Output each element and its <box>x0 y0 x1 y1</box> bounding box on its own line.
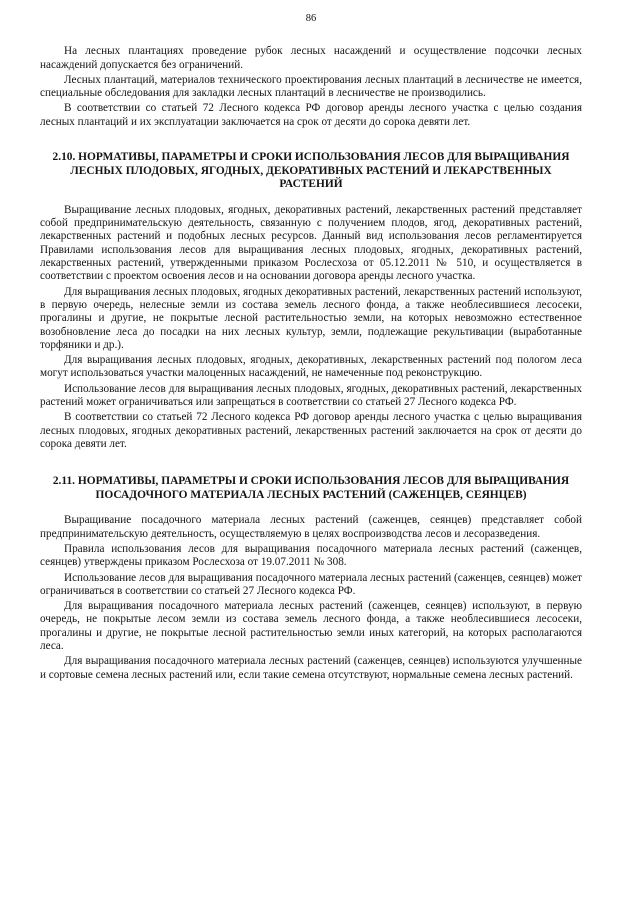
paragraph: Для выращивания лесных плодовых, ягодных декоративных растений, лекарственных растений используют, в первую очередь, нелесные земли из состава земель лесного фонда, а также необлесившиеся лесосеки, прогалины и другие, не покрытые лесной растительностью земли, на которых невозможно естественное возобновление леса до посадки на них лесных культур, земли, подлежащие рекультивации (выработанные торфяники и др.). <box>40 285 582 351</box>
paragraph: В соответствии со статьей 72 Лесного кодекса РФ договор аренды лесного участка с целью выращивания лесных плодовых, ягодных декоративных растений, лекарственных растений заключается на срок от десяти до сорока девяти лет. <box>40 411 582 450</box>
section-2-11 <box>40 475 582 682</box>
paragraph: Выращивание лесных плодовых, ягодных, декоративных растений, лекарственных растений представляет собой предпринимательскую деятельность, связанную с получением плодов, ягод, декоративных растений, лекарственных растений и подобных лесных ресурсов. Данный вид использования лесов регламентируется Правилами использования лесов для выращивания лесных плодовых, ягодных, декоративных растений, лекарственных растений, утвержденными приказом Рослесхоза от 05.12.2011 № 510, и осуществляется в соответствии с проектом освоения лесов и на основании договора аренды лесного участка. <box>40 203 582 283</box>
paragraph: Лесных плантаций, материалов технического проектирования лесных плантаций в лесничестве не имеется, специальные обследования для закладки лесных плантаций в лесничестве не производились. <box>40 73 582 100</box>
paragraph: Использование лесов для выращивания посадочного материала лесных растений (саженцев, сеянцев) может ограничиваться в соответствии со статьей 27 Лесного кодекса РФ. <box>40 571 582 597</box>
paragraph: На лесных плантациях проведение рубок лесных насаждений и осуществление подсочки лесных насаждений допускается без ограничений. <box>40 45 582 71</box>
paragraph: Для выращивания лесных плодовых, ягодных, декоративных, лекарственных растений под пологом леса могут использоваться участки малоценных насаждений, не намеченные под реконструкцию. <box>40 354 582 380</box>
section-heading: 2.10. НОРМАТИВЫ, ПАРАМЕТРЫ И СРОКИ ИСПОЛЬЗОВАНИЯ ЛЕСОВ ДЛЯ ВЫРАЩИВАНИЯ ЛЕСНЫХ ПЛОДОВЫХ, ЯГОДНЫХ, ДЕКОРАТИВНЫХ РАСТЕНИЙ И ЛЕКАРСТВЕННЫХ РАСТЕНИЙ <box>52 151 570 191</box>
paragraph: Использование лесов для выращивания лесных плодовых, ягодных, декоративных растений, лекарственных растений может ограничиваться или запрещаться в соответствии со статьей 27 Лесного кодекса РФ. <box>40 382 582 409</box>
page-number: 86 <box>305 13 317 24</box>
section-heading: 2.11. НОРМАТИВЫ, ПАРАМЕТРЫ И СРОКИ ИСПОЛЬЗОВАНИЯ ЛЕСОВ ДЛЯ ВЫРАЩИВАНИЯ ПОСАДОЧНОГО МАТЕРИАЛА ЛЕСНЫХ РАСТЕНИЙ (САЖЕНЦЕВ, СЕЯНЦЕВ) <box>52 475 570 501</box>
section-2-10 <box>40 151 582 451</box>
intro-block <box>40 45 582 129</box>
paragraph: Выращивание посадочного материала лесных растений (саженцев, сеянцев) представляет собой предпринимательскую деятельность, осуществляемую в целях воспроизводства лесов и лесоразведения. <box>40 514 582 540</box>
paragraph: Правила использования лесов для выращивания посадочного материала лесных растений (саженцев, сеянцев) утверждены приказом Рослесхоза от 19.07.2011 № 308. <box>40 542 582 569</box>
paragraph: Для выращивания посадочного материала лесных растений (саженцев, сеянцев) используются улучшенные и сортовые семена лесных растений или, если такие семена отсутствуют, нормальные семена лесных растений. <box>40 655 582 681</box>
paragraph: В соответствии со статьей 72 Лесного кодекса РФ договор аренды лесного участка с целью создания лесных плантаций и их эксплуатации заключается на срок от десяти до сорока девяти лет. <box>40 102 582 128</box>
paragraph: Для выращивания посадочного материала лесных растений (саженцев, сеянцев) используют, в первую очередь, не покрытые лесом земли из состава земель лесного фонда, а также необлесившиеся лесосеки, прогалины и другие, не покрытые лесной растительностью земли иных категорий, на которых располагаются леса. <box>40 600 582 653</box>
